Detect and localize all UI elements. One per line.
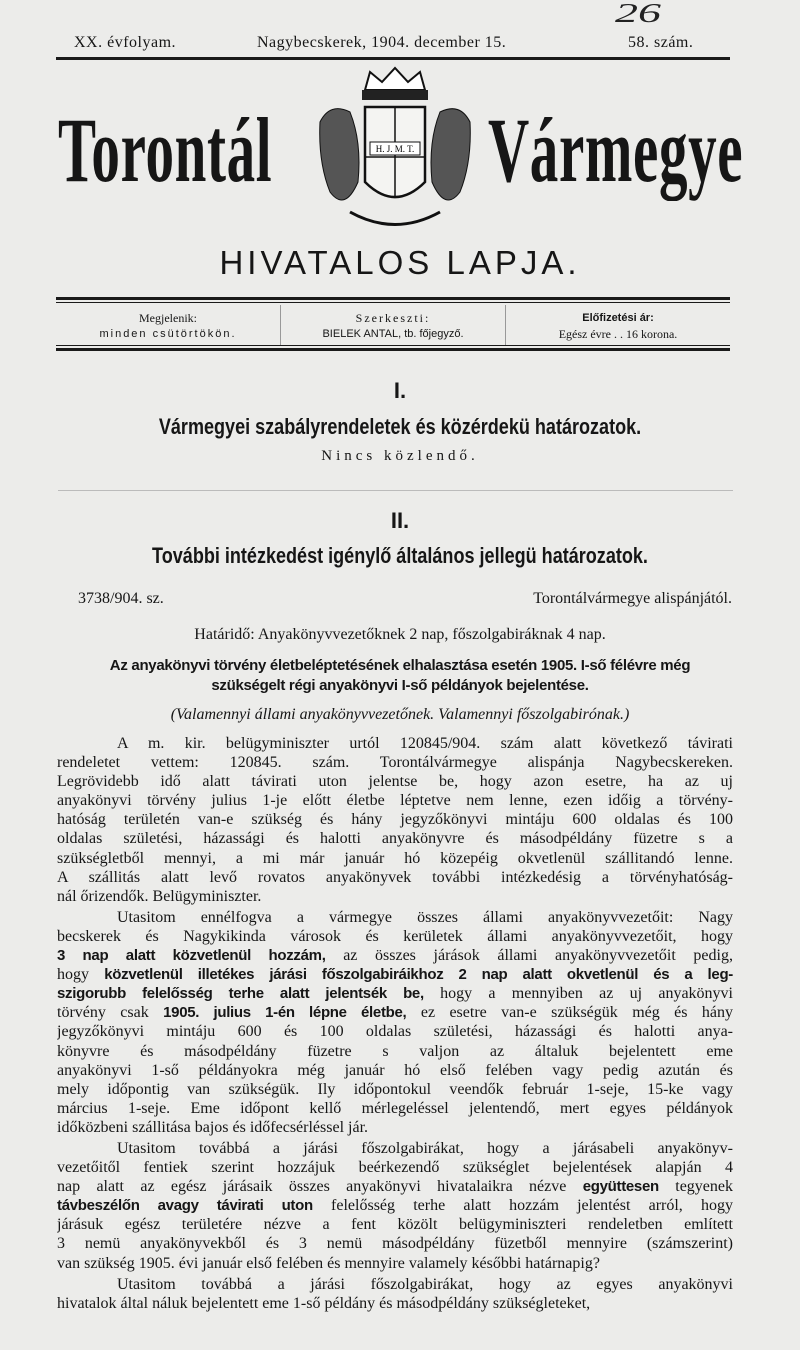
text-line (57, 1003, 733, 1022)
text-line (57, 1158, 733, 1177)
text-line (57, 908, 733, 927)
text-line (57, 1275, 733, 1294)
text: az összes járások állami anyakönyvvezetőit pedig, (325, 947, 733, 965)
article-title-line2: szükségelt régi anyakönyvi I-ső példányok bejelentése. (211, 677, 589, 694)
text-line (57, 927, 733, 946)
paragraph (57, 734, 733, 906)
reference-number: 3738/904. sz. (78, 590, 164, 607)
text-line (57, 1215, 733, 1234)
text: hogy (57, 966, 105, 984)
editor-value: BIELEK ANTAL, tb. főjegyző. (322, 328, 464, 340)
text: jegyzőkönyvi mintáju 600 és 100 oldalas születési, házassági és halotti anya- (57, 1023, 733, 1041)
text: hatóság területén van-e szükség és hány jegyzőkönyvi mintáju 600 oldalas és 100 (57, 811, 733, 829)
text: Utasitom továbbá a járási főszolgabirákat, hogy a járásabeli anyakönyv- (117, 1139, 733, 1157)
text: felelősség terhe alatt hozzám jelentést arról, hogy (312, 1197, 733, 1215)
text: időközbeni szállitása bajos és időfecsérléssel jár. (57, 1118, 369, 1136)
text-line (57, 1234, 733, 1253)
bold-text: távbeszélőn avagy távirati uton (57, 1197, 313, 1215)
text-line (57, 887, 733, 906)
text-line (57, 1294, 733, 1313)
text: Utasitom ennélfogva a vármegye összes állami anyakönyvvezetőit: Nagy (117, 908, 733, 926)
addressees: (Valamennyi állami anyakönyvvezetőnek. Valamennyi főszolgabirónak.) (170, 706, 630, 723)
bold-text: együttesen (582, 1178, 659, 1196)
text-line (57, 1139, 733, 1158)
top-double-rule (56, 297, 730, 300)
section2-heading: További intézkedést igénylő általános jellegü határozatok. (152, 543, 648, 568)
bold-text: 3 nap alatt közvetlenül hozzám, (57, 947, 326, 965)
text-line (57, 946, 733, 965)
top-thin-rule (56, 302, 730, 303)
text-line (57, 849, 733, 868)
text-line (57, 1042, 733, 1061)
text-line (57, 791, 733, 810)
text: március 1-seje. Eme időpont kellő mérlegeléssel jelentendő, mert egyes példányok (57, 1099, 733, 1117)
subtitle: HIVATALOS LAPJA. (219, 244, 581, 281)
section-divider (58, 490, 733, 491)
text: becskerek és Nagykikinda városok és kerületek állami anyakönyvvezetőit, hogy (57, 927, 733, 945)
text-line (57, 1254, 733, 1273)
text: törvény csak (57, 1004, 164, 1022)
text: A m. kir. belügyminiszter urtól 120845/904. szám alatt következő távirati (117, 735, 733, 752)
text-line (57, 734, 733, 753)
info-bar (56, 305, 730, 345)
text: vezetőitől fentiek szerint hozzájuk beérkezendő szükséglet bejelentések alapján 4 (57, 1159, 733, 1177)
text: anyakönyvi törvény julius 1-je előtt életbe léptetve nem lenne, ezen időig a törvény- (57, 792, 733, 810)
section1-numeral: I. (393, 378, 407, 403)
text: hogy a mennyiben az uj anyakönyvi (423, 985, 733, 1003)
text-line (57, 772, 733, 791)
article-body (57, 734, 733, 1315)
text: A szállitás alatt levő rovatos anyakönyvek további intézkedésig a törvényhatóság- (57, 868, 733, 886)
text: Utasitom továbbá a járási főszolgabirákat, hogy az egyes anyakönyvi (117, 1275, 733, 1293)
bottom-thin-rule (56, 345, 730, 346)
text: könyvre és másodpéldány füzetre s valjon az általuk bejelentett eme (57, 1042, 733, 1060)
masthead-rule (56, 57, 730, 60)
section1-heading: Vármegyei szabályrendeletek és közérdekü határozatok. (158, 414, 642, 439)
text-line (57, 1099, 733, 1118)
bold-text: közvetlenül illetékes járási főszolgabiráikhoz 2 nap alatt okvetlenül és a leg- (104, 966, 733, 984)
section2-numeral: II. (390, 508, 410, 533)
paragraph (57, 1275, 733, 1313)
text: Legrövidebb idő alatt távirati uton jelentse be, hogy azon esetre, ha az uj (57, 773, 733, 791)
deadline: Határidő: Anyakönyvvezetőknek 2 nap, főszolgabiráknak 4 nap. (194, 626, 606, 643)
text: tegyenek (658, 1178, 733, 1196)
published-value: minden csütörtökön. (99, 328, 237, 340)
text-line (57, 868, 733, 887)
crest-text: H. J. M. T. (375, 144, 415, 154)
handwritten-mark: 26 (615, 0, 661, 28)
text: van szükség 1905. évi január első felében és mennyire valamely későbbi határnapig? (57, 1254, 600, 1272)
paragraph (57, 908, 733, 1137)
article-title-line1: Az anyakönyvi törvény életbeléptetésének elhalasztása esetén 1905. I-ső félévre még (109, 657, 691, 674)
text-line (57, 1080, 733, 1099)
text: oldalas születési, házassági és halotti anyakönyvre és másodpéldány füzetre s a (57, 830, 733, 848)
text: ez esetre van-e szükségük még és hány (406, 1004, 733, 1022)
text: 3 nemü anyakönyvekből és 3 nemü másodpéldány füzetből mennyire (számszerint) (57, 1235, 733, 1253)
bold-text: 1905. julius 1-én lépne életbe, (163, 1004, 407, 1022)
text-line (57, 1177, 733, 1196)
text: nap alatt az egész járásaik összes anyakönyvi hivatalaikra nézve (57, 1178, 583, 1196)
published-label: Megjelenik: (139, 311, 197, 325)
coat-of-arms-icon (310, 62, 480, 242)
price-value: Egész évre . . 16 korona. (558, 327, 678, 341)
editor-cell (280, 305, 505, 345)
editor-label: Szerkeszti: (355, 311, 431, 325)
text: anyakönyvi 1-ső példányokra még január hó első felében vagy pedig azután és (57, 1061, 733, 1079)
published-cell (56, 305, 280, 345)
volume-label: XX. évfolyam. (74, 34, 177, 51)
text-line (57, 965, 733, 984)
reference-from: Torontálvármegye alispánjától. (533, 590, 732, 607)
text-line (57, 1196, 733, 1215)
text: hivatalok által náluk bejelentett eme 1-ső példány és másodpéldány szükségleteket, (57, 1294, 591, 1312)
text-line (57, 1022, 733, 1041)
text-line (57, 753, 733, 772)
price-label: Előfizetési ár: (582, 312, 654, 324)
price-cell (505, 305, 730, 345)
text-line (57, 1118, 733, 1137)
section1-note: Nincs közlendő. (321, 448, 479, 464)
bold-text: szigorubb felelősség terhe alatt jelentsék be, (57, 985, 424, 1003)
title-right: Vármegye (488, 99, 744, 201)
text-line (57, 1061, 733, 1080)
text: járásuk egész területére nézve a fent közölt belügyminiszteri rendeletben említett (57, 1216, 733, 1234)
text: rendeletet vettem: 120845. szám. Torontálvármegye alispánja Nagybecskereken. (57, 754, 733, 772)
place-date: Nagybecskerek, 1904. december 15. (257, 34, 507, 51)
title-left: Torontál (58, 99, 273, 201)
text-line (57, 984, 733, 1003)
text-line (57, 829, 733, 848)
paragraph (57, 1139, 733, 1273)
text-line (57, 810, 733, 829)
issue-number: 58. szám. (628, 34, 694, 51)
text: szükségletből mennyi, a mi már január hó közepéig okvetlenül szállitandó lenne. (57, 849, 733, 867)
bottom-double-rule (56, 348, 730, 351)
text: mely időpontig van szükségük. Ily időpontokul veendők február 1-seje, 15-ke vagy (57, 1080, 733, 1098)
text: nál őrizendők. Belügyminiszter. (57, 887, 262, 905)
